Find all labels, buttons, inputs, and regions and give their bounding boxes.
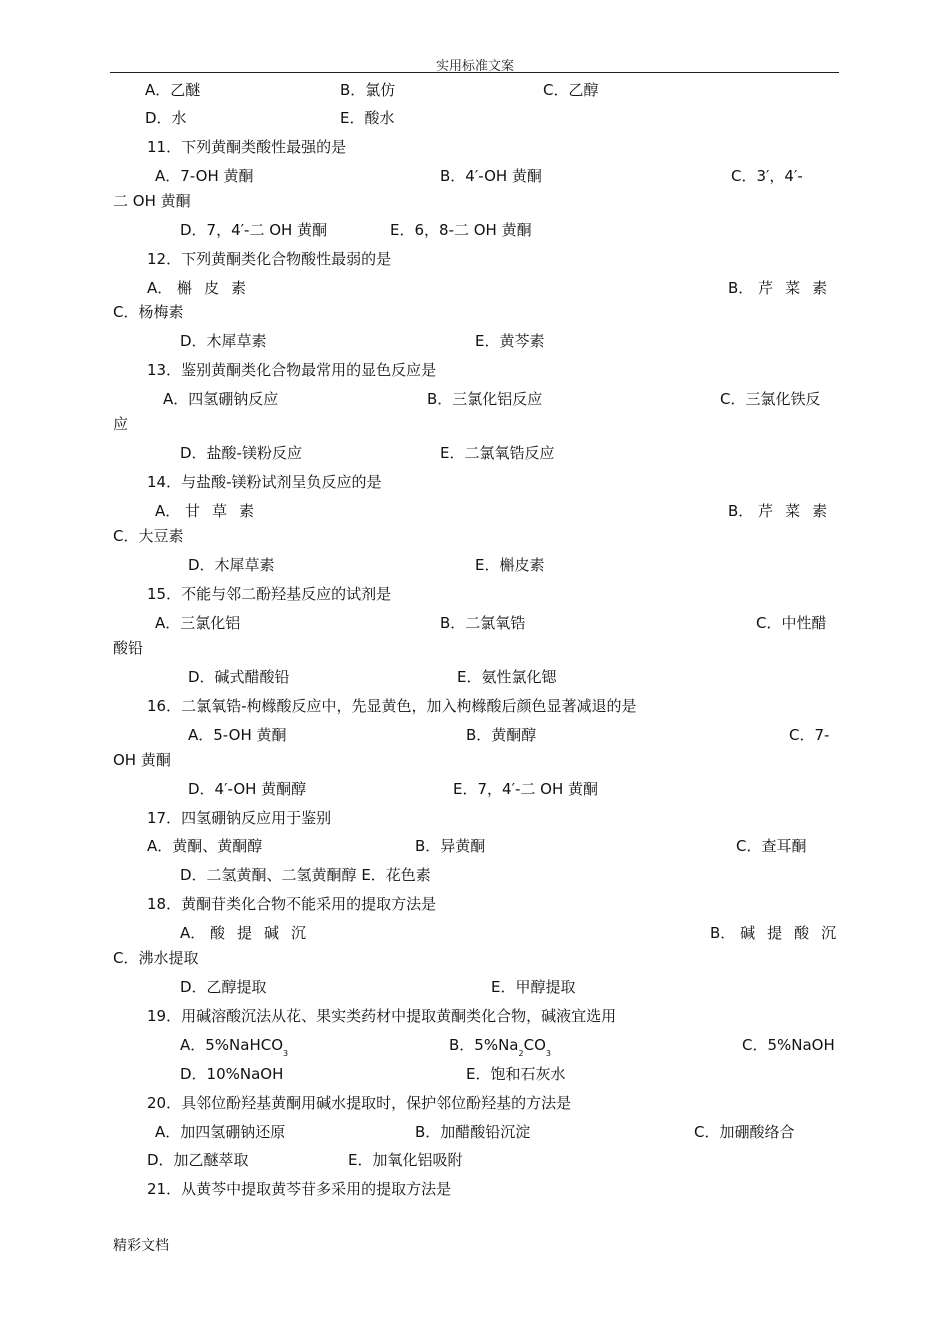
q13-option-a: A．四氢硼钠反应 (163, 390, 279, 408)
q15-option-d: D．碱式醋酸铅 (188, 668, 290, 686)
q16-option-d: D．4′-OH 黄酮醇 (188, 780, 307, 798)
q19-stem: 19．用碱溶酸沉法从花、果实类药材中提取黄酮类化合物，碱液宜选用 (147, 1007, 617, 1025)
q16-option-e: E．7，4′-二 OH 黄酮 (453, 780, 599, 798)
q19-option-e: E．饱和石灰水 (466, 1065, 566, 1083)
q11-option-e: E．6，8-二 OH 黄酮 (390, 221, 532, 239)
q14-option-e: E．槲皮素 (475, 556, 545, 574)
q17-stem: 17．四氢硼钠反应用于鉴别 (147, 809, 332, 827)
q14-stem: 14．与盐酸-镁粉试剂呈负反应的是 (147, 473, 382, 491)
q13-stem: 13．鉴别黄酮类化合物最常用的显色反应是 (147, 361, 437, 379)
q14-option-d: D．木犀草素 (188, 556, 275, 574)
q13-option-d: D．盐酸-镁粉反应 (180, 444, 302, 462)
q20-option-e: E．加氧化铝吸附 (348, 1151, 463, 1169)
q10-option-a: A．乙醚 (145, 81, 201, 99)
q11-stem: 11．下列黄酮类酸性最强的是 (147, 138, 347, 156)
q12-option-d: D．木犀草素 (180, 332, 267, 350)
q13-option-c-cont: 应 (113, 415, 129, 433)
q20-option-a: A．加四氢硼钠还原 (155, 1123, 286, 1141)
q11-option-c: C．3′，4′- (731, 167, 803, 185)
q12-option-e: E．黄芩素 (475, 332, 545, 350)
q17-option-b: B．异黄酮 (415, 837, 486, 855)
q13-option-e: E．二氯氧锆反应 (440, 444, 555, 462)
q12-option-c: C．杨梅素 (113, 303, 184, 321)
q20-option-b: B．加醋酸铅沉淀 (415, 1123, 531, 1141)
q11-option-b: B．4′-OH 黄酮 (440, 167, 542, 185)
q20-option-d: D．加乙醚萃取 (147, 1151, 249, 1169)
q18-option-a: A． 酸提碱沉 (180, 924, 319, 942)
q18-option-e: E．甲醇提取 (491, 978, 576, 996)
q11-option-a: A．7-OH 黄酮 (155, 167, 254, 185)
q15-option-c: C．中性醋 (756, 614, 827, 632)
page-footer: 精彩文档 (113, 1238, 169, 1254)
q16-option-b: B．黄酮醇 (466, 726, 537, 744)
q13-option-b: B．三氯化铝反应 (427, 390, 543, 408)
q16-stem: 16．二氯氧锆-枸橼酸反应中，先显黄色，加入枸橼酸后颜色显著减退的是 (147, 697, 637, 715)
q10-option-e: E．酸水 (340, 109, 395, 127)
q12-option-b: B． 芹菜素 (728, 279, 840, 297)
q19-option-d: D．10%NaOH (180, 1065, 284, 1083)
q12-option-a: A． 槲皮素 (147, 279, 259, 297)
q10-option-c: C．乙醇 (543, 81, 599, 99)
q18-option-c: C．沸水提取 (113, 949, 199, 967)
q20-stem: 20．具邻位酚羟基黄酮用碱水提取时，保护邻位酚羟基的方法是 (147, 1094, 572, 1112)
q19-option-b: B．$5\%Na_2CO_3$ (449, 1036, 551, 1058)
q17-option-a: A．黄酮、黄酮醇 (147, 837, 263, 855)
q14-option-b: B． 芹菜素 (728, 502, 840, 520)
q15-option-c-cont: 酸铅 (113, 639, 144, 657)
q16-option-c-cont: OH 黄酮 (113, 751, 171, 769)
q16-option-c: C．7- (789, 726, 830, 744)
header-rule (110, 72, 839, 73)
q17-option-de: D．二氢黄酮、二氢黄酮醇 E．花色素 (180, 866, 431, 884)
q10-option-d: D．水 (145, 109, 187, 127)
page-header: 实用标准文案 (435, 59, 514, 74)
q15-stem: 15．不能与邻二酚羟基反应的试剂是 (147, 585, 392, 603)
q15-option-b: B．二氯氧锆 (440, 614, 526, 632)
q11-option-c-cont: 二 OH 黄酮 (113, 192, 191, 210)
q20-option-c: C．加硼酸络合 (694, 1123, 795, 1141)
q11-option-d: D．7，4′-二 OH 黄酮 (180, 221, 328, 239)
q19-option-a: A．5%NaHCO$_3$ (180, 1036, 289, 1058)
q13-option-c: C．三氯化铁反 (720, 390, 821, 408)
q21-stem: 21．从黄芩中提取黄芩苷多采用的提取方法是 (147, 1180, 452, 1198)
q18-option-b: B． 碱提酸沉 (710, 924, 849, 942)
q14-option-a: A． 甘草素 (155, 502, 267, 520)
q14-option-c: C．大豆素 (113, 527, 184, 545)
q15-option-e: E．氨性氯化锶 (457, 668, 557, 686)
q19-option-c: C．5%NaOH (742, 1036, 835, 1054)
q10-option-b: B．氯仿 (340, 81, 396, 99)
q15-option-a: A．三氯化铝 (155, 614, 241, 632)
q12-stem: 12．下列黄酮类化合物酸性最弱的是 (147, 250, 392, 268)
q16-option-a: A．5-OH 黄酮 (188, 726, 287, 744)
q18-stem: 18．黄酮苷类化合物不能采用的提取方法是 (147, 895, 437, 913)
q17-option-c: C．查耳酮 (736, 837, 807, 855)
q18-option-d: D．乙醇提取 (180, 978, 267, 996)
